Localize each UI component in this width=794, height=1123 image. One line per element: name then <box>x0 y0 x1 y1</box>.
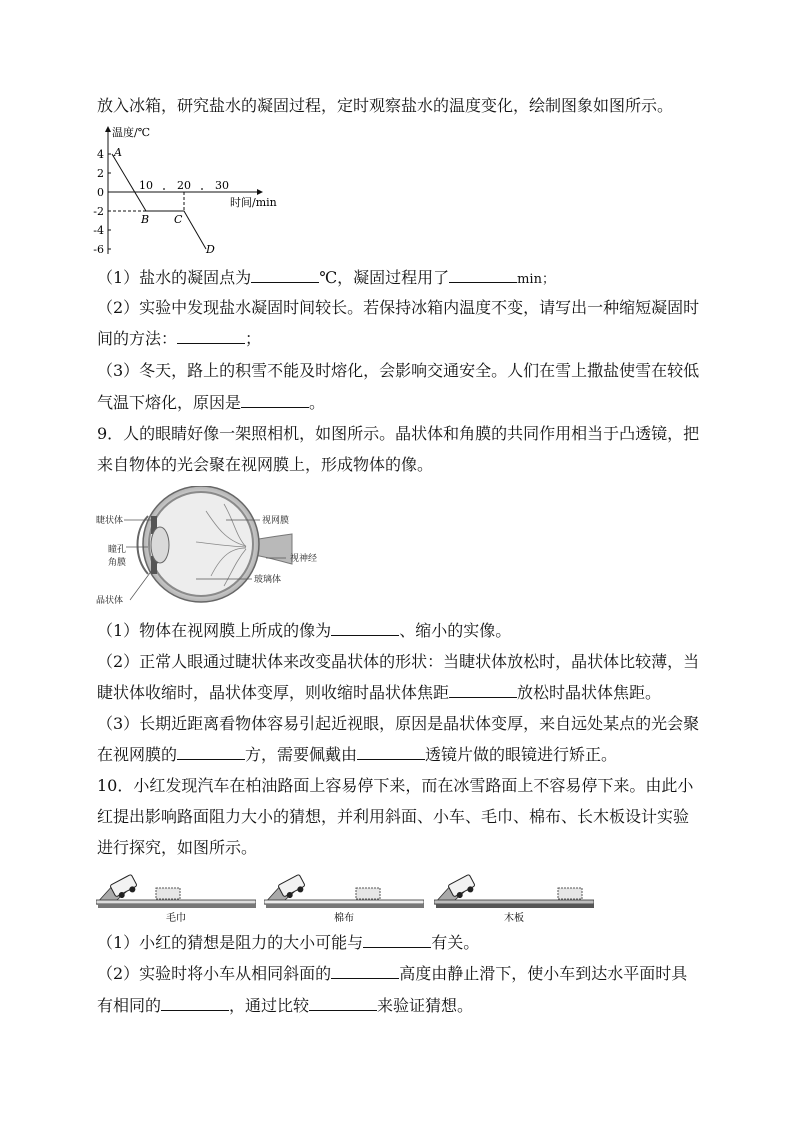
y-tick: -2 <box>93 205 104 218</box>
q8-part1: （1）盐水的凝固点为 ℃，凝固过程用了 min； <box>97 268 555 287</box>
temperature-graph <box>92 126 292 258</box>
answer-blank[interactable] <box>251 268 319 283</box>
surface-label-wood: 木板 <box>504 913 524 924</box>
point-label-d: D <box>206 243 215 256</box>
answer-blank[interactable] <box>363 933 431 948</box>
q9-part3-line2: 在视网膜的 方，需要佩戴由 透镜片做的眼镜进行矫正。 <box>97 745 618 764</box>
label-retina: 视网膜 <box>262 516 290 526</box>
answer-blank[interactable] <box>177 745 245 760</box>
y-tick: 0 <box>97 186 104 199</box>
label-vitreous: 玻璃体 <box>254 575 282 585</box>
q10-part2-line2: 有相同的 ，通过比较 来验证猜想。 <box>97 996 474 1015</box>
label-lens: 晶状体 <box>96 596 124 606</box>
y-tick: 2 <box>97 167 104 180</box>
q9-part2-line1: （2）正常人眼通过睫状体来改变晶状体的形状：当睫状体放松时，晶状体比较薄，当 <box>97 652 700 671</box>
lens <box>151 527 169 563</box>
answer-blank[interactable] <box>449 268 517 283</box>
answer-blank[interactable] <box>357 745 425 760</box>
answer-blank[interactable] <box>449 683 517 698</box>
temperature-curve <box>112 154 206 249</box>
q10-part1: （1）小红的猜想是阻力的大小可能与 有关。 <box>97 933 480 952</box>
q9-stem-line2: 来自物体的光会聚在视网膜上，形成物体的像。 <box>97 455 434 474</box>
x-tick: 30 <box>215 179 229 192</box>
q9-part3-line1: （3）长期近距离看物体容易引起近视眼，原因是晶状体变厚，来自远处某点的光会聚 <box>97 714 700 733</box>
ramp-diagram-towel <box>96 866 256 924</box>
x-tick: 20 <box>177 179 191 192</box>
q10-part2-line1: （2）实验时将小车从相同斜面的 高度由静止滑下，使小车到达水平面时具 <box>97 964 688 983</box>
q9-part1: （1）物体在视网膜上所成的像为 、缩小的实像。 <box>97 621 512 640</box>
y-tick: -6 <box>93 243 104 256</box>
point-label-a: A <box>114 146 122 159</box>
intro-text: 放入冰箱，研究盐水的凝固过程，定时观察盐水的温度变化，绘制图象如图所示。 <box>97 96 674 115</box>
point-label-b: B <box>141 213 150 226</box>
q10-stem-line1: 10．小红发现汽车在柏油路面上容易停下来，而在冰雪路面上不容易停下来。由此小 <box>97 776 694 795</box>
q8-part2-line1: （2）实验中发现盐水凝固时间较长。若保持冰箱内温度不变，请写出一种缩短凝固时 <box>97 298 700 317</box>
q10-stem-line3: 进行探究，如图所示。 <box>97 838 258 857</box>
point-label-c: C <box>174 213 183 226</box>
surface-label-cotton: 棉布 <box>334 913 354 924</box>
y-tick: -4 <box>93 224 104 237</box>
answer-blank[interactable] <box>331 964 399 979</box>
surface-label-towel: 毛巾 <box>166 913 186 924</box>
x-axis-label: 时间/min <box>230 196 277 209</box>
q9-part2-line2: 睫状体收缩时，晶状体变厚，则收缩时晶状体焦距 放松时晶状体焦距。 <box>97 683 662 702</box>
answer-blank[interactable] <box>241 393 309 408</box>
y-axis-label: 温度/℃ <box>112 126 151 139</box>
label-optic-nerve: 视神经 <box>290 554 318 564</box>
label-cornea: 角膜 <box>108 558 127 568</box>
eye-diagram <box>96 486 336 608</box>
label-ciliary: 睫状体 <box>96 516 124 526</box>
answer-blank[interactable] <box>161 996 229 1011</box>
ramp-diagram-wood <box>434 866 594 924</box>
answer-blank[interactable] <box>309 996 377 1011</box>
q8-part2-line2: 间的方法： ； <box>97 329 262 348</box>
y-tick: 4 <box>97 148 104 161</box>
q9-stem-line1: 9．人的眼睛好像一架照相机，如图所示。晶状体和角膜的共同作用相当于凸透镜，把 <box>97 424 700 443</box>
q10-stem-line2: 红提出影响路面阻力大小的猜想，并利用斜面、小车、毛巾、棉布、长木板设计实验 <box>97 807 690 826</box>
q8-part3-line2: 气温下熔化，原因是 。 <box>97 393 326 412</box>
answer-blank[interactable] <box>331 621 399 636</box>
label-pupil: 瞳孔 <box>108 545 127 555</box>
q8-part3-line1: （3）冬天，路上的积雪不能及时熔化，会影响交通安全。人们在雪上撒盐使雪在较低 <box>97 361 700 380</box>
x-tick: 10 <box>139 179 153 192</box>
ramp-diagram-cotton <box>264 866 424 924</box>
answer-blank[interactable] <box>177 329 245 344</box>
